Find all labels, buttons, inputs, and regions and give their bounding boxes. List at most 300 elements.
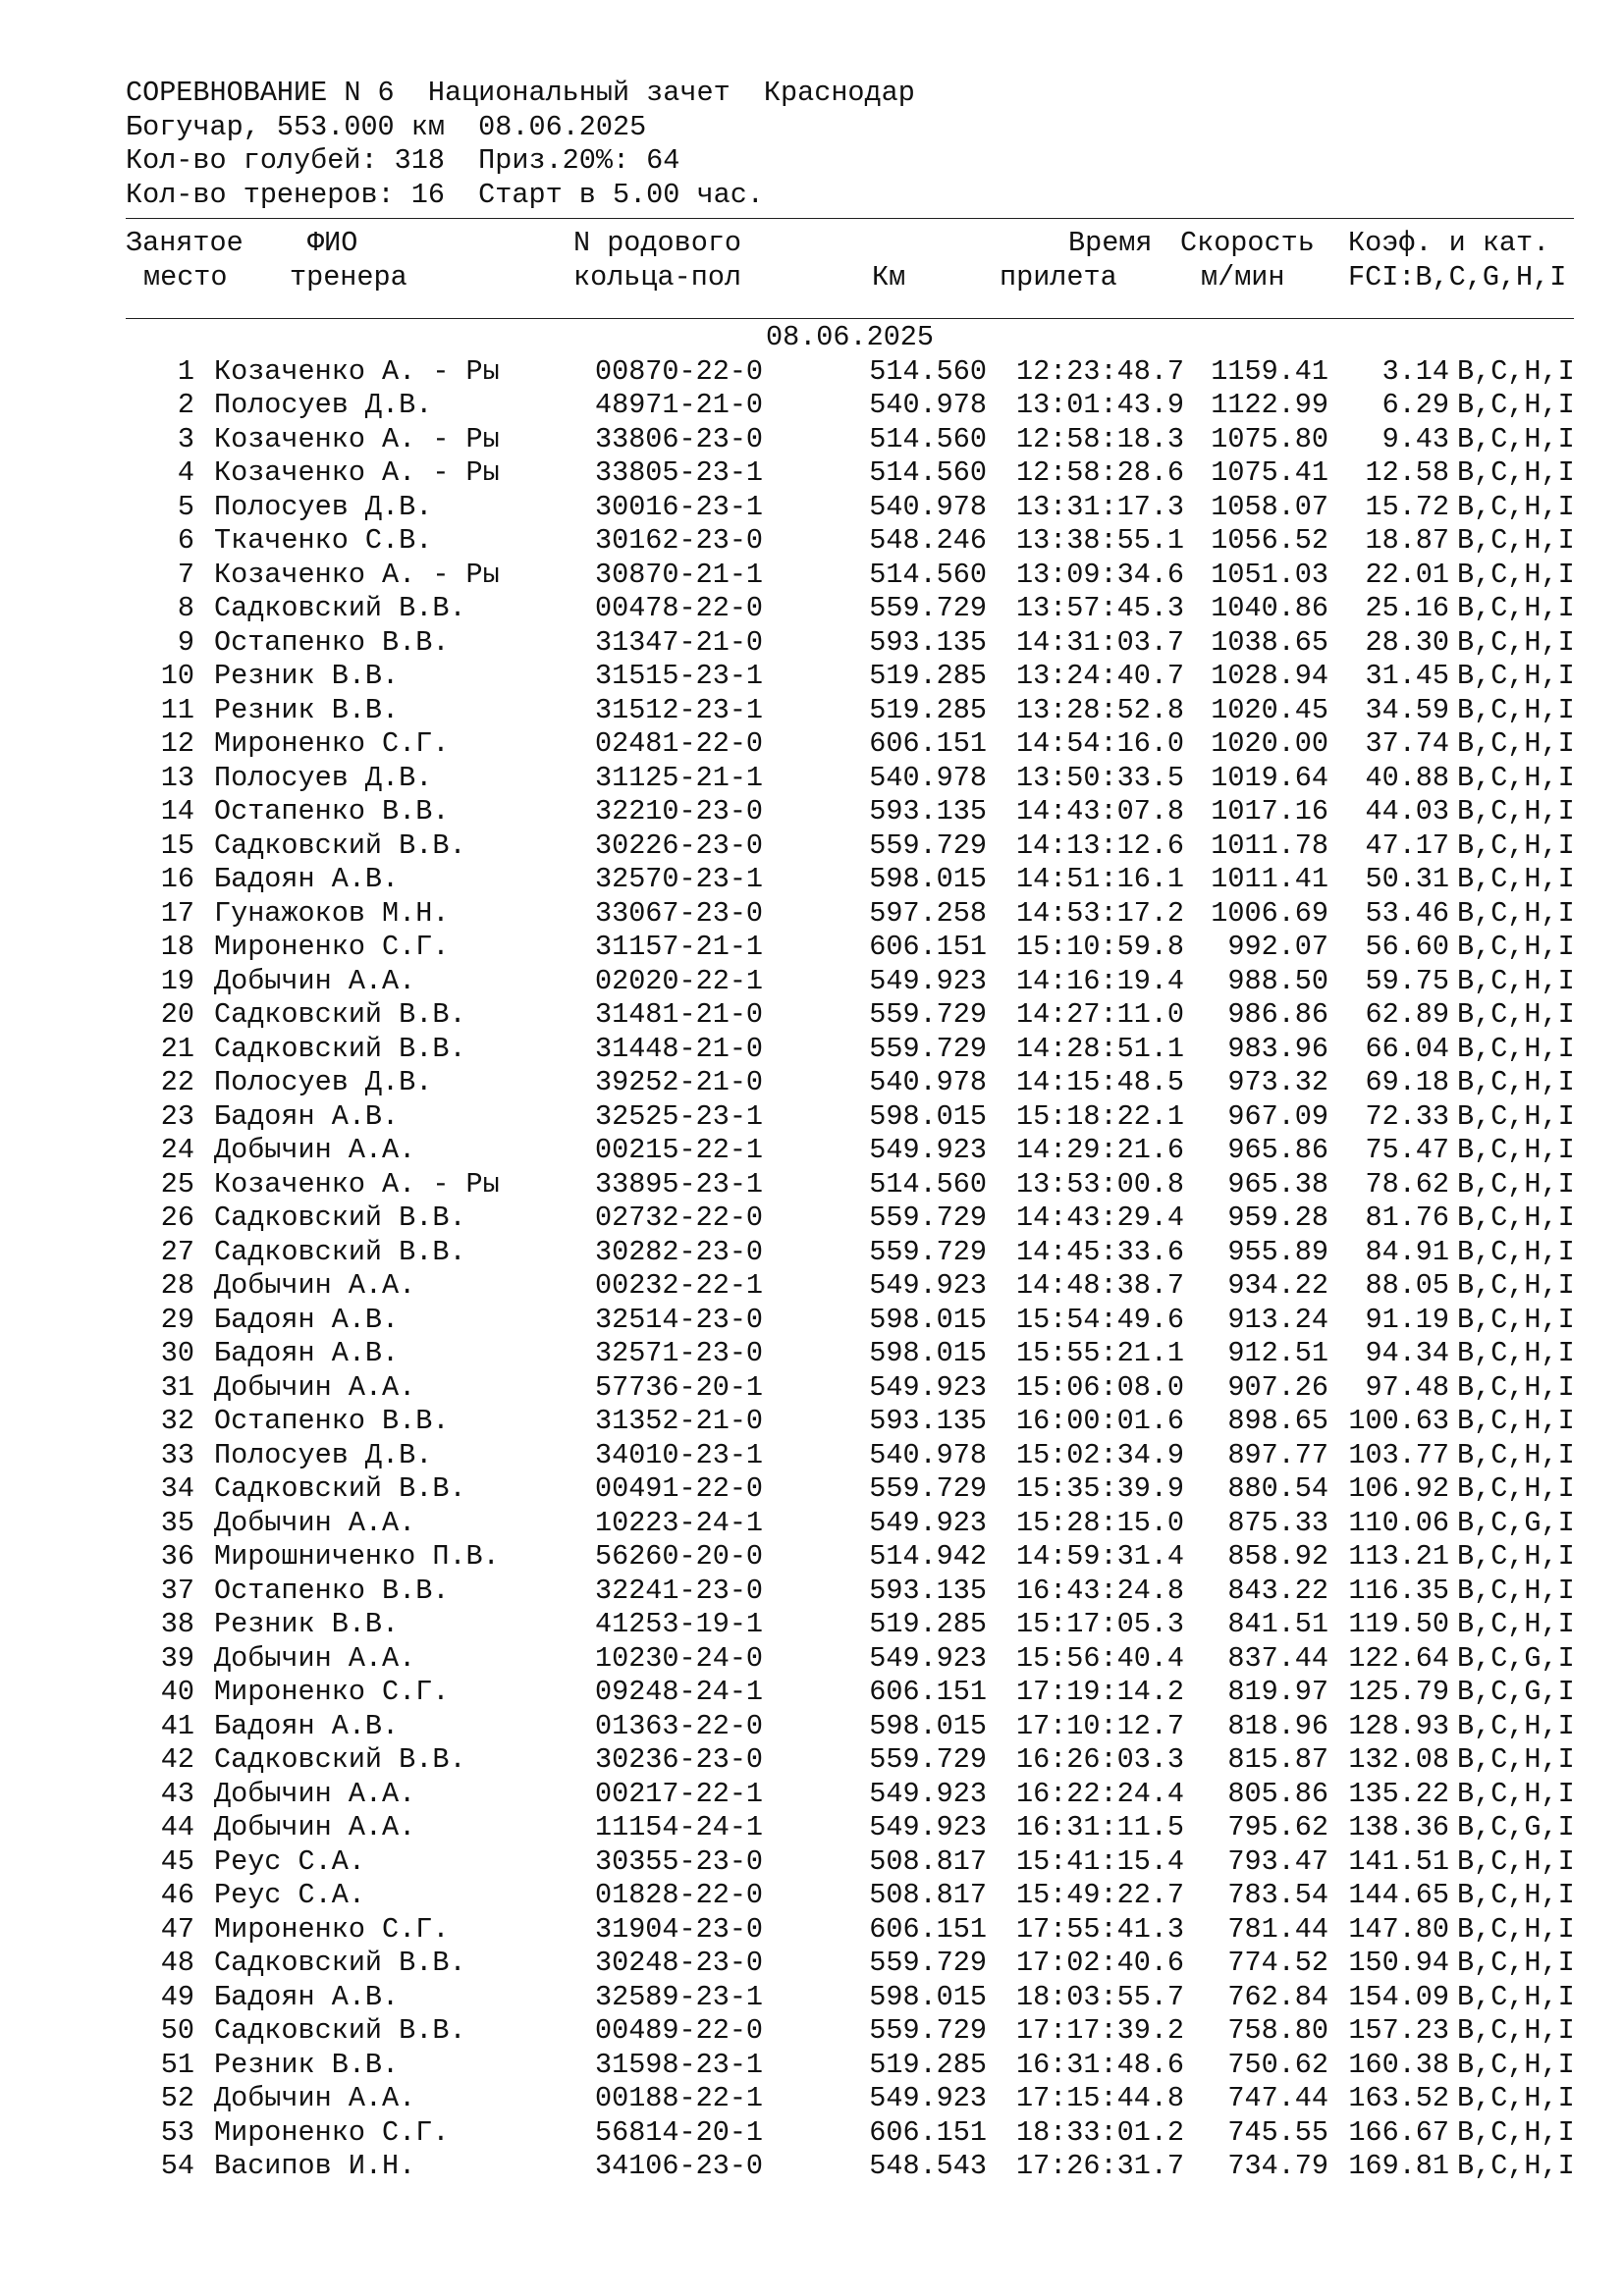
results-document — [126, 77, 1579, 2184]
place: 6 — [177, 524, 194, 557]
place: 5 — [177, 490, 194, 523]
speed: 815.87 — [1227, 1743, 1328, 1776]
fci-coefficient: 56.60 — [1365, 931, 1449, 963]
place: 33 — [160, 1438, 194, 1471]
place: 24 — [160, 1134, 194, 1166]
distance-km: 540.978 — [869, 389, 987, 421]
categories: B,C,H,I — [1457, 524, 1575, 557]
categories: B,C,H,I — [1457, 828, 1575, 862]
distance-km: 606.151 — [869, 1676, 987, 1708]
fci-coefficient: 160.38 — [1348, 2048, 1449, 2081]
distance-km: 598.015 — [869, 1980, 987, 2013]
ring-number: 31904-23-0 — [595, 1912, 764, 1946]
place: 14 — [160, 795, 194, 828]
trainer-name: Мироненко С.Г. — [214, 2115, 450, 2149]
ring-number: 31481-21-0 — [595, 998, 764, 1031]
categories: B,C,H,I — [1457, 592, 1575, 624]
release-point-info: Богучар, 553.000 км 08.06.2025 — [126, 110, 647, 143]
speed: 734.79 — [1227, 2150, 1328, 2182]
arrival-time: 15:06:08.0 — [1015, 1370, 1184, 1404]
categories: B,C,H,I — [1457, 456, 1575, 489]
categories: B,C,H,I — [1457, 1201, 1575, 1234]
fci-coefficient: 6.29 — [1381, 389, 1449, 421]
arrival-time: 16:26:03.3 — [1015, 1743, 1184, 1776]
distance-km: 549.923 — [869, 1641, 987, 1675]
table-row — [126, 1710, 1579, 1744]
col-coef-sublabel: FCI:B,C,G,H,I — [1348, 260, 1567, 294]
place: 13 — [160, 761, 194, 794]
arrival-time: 16:00:01.6 — [1015, 1405, 1184, 1437]
ring-number: 30355-23-0 — [595, 1844, 764, 1878]
ring-number: 39252-21-0 — [595, 1066, 764, 1098]
distance-km: 606.151 — [869, 1912, 987, 1946]
arrival-time: 18:33:01.2 — [1015, 2115, 1184, 2149]
trainer-name: Добычин А.А. — [214, 1777, 416, 1810]
trainer-name: Полосуев Д.В. — [214, 1438, 433, 1471]
speed: 912.51 — [1227, 1337, 1328, 1369]
categories: B,C,H,I — [1457, 998, 1575, 1031]
table-row — [126, 660, 1579, 694]
distance-km: 514.560 — [869, 354, 987, 388]
categories: B,C,H,I — [1457, 1912, 1575, 1946]
race-date: 08.06.2025 — [765, 321, 935, 353]
fci-coefficient: 22.01 — [1365, 558, 1449, 591]
table-row — [126, 1439, 1579, 1473]
trainer-name: Остапенко В.В. — [214, 1405, 450, 1437]
trainer-name: Мироненко С.Г. — [214, 1912, 450, 1946]
table-row — [126, 1845, 1579, 1880]
ring-number: 02732-22-0 — [595, 1201, 764, 1234]
trainer-name: Добычин А.А. — [214, 1134, 416, 1166]
fci-coefficient: 78.62 — [1365, 1167, 1449, 1201]
trainer-name: Полосуев Д.В. — [214, 490, 433, 523]
col-time-label: Время — [1068, 227, 1153, 259]
ring-number: 32210-23-0 — [595, 795, 764, 828]
table-row — [126, 1811, 1579, 1845]
place: 31 — [160, 1370, 194, 1404]
place: 25 — [160, 1167, 194, 1201]
col-ring-sublabel: кольца-пол — [573, 260, 742, 294]
trainer-name: Добычин А.А. — [214, 1506, 416, 1539]
speed: 1056.52 — [1211, 524, 1328, 557]
trainer-name: Полосуев Д.В. — [214, 389, 433, 421]
speed: 747.44 — [1227, 2082, 1328, 2114]
trainer-name: Резник В.В. — [214, 2048, 400, 2081]
ring-number: 56260-20-0 — [595, 1540, 764, 1573]
fci-coefficient: 81.76 — [1365, 1201, 1449, 1234]
table-row — [126, 1743, 1579, 1778]
ring-number: 30870-21-1 — [595, 558, 764, 591]
ring-number: 30162-23-0 — [595, 524, 764, 557]
ring-number: 32589-23-1 — [595, 1980, 764, 2013]
place: 48 — [160, 1947, 194, 1979]
table-row — [126, 965, 1579, 999]
distance-km: 540.978 — [869, 761, 987, 794]
arrival-time: 14:43:07.8 — [1015, 795, 1184, 828]
speed: 795.62 — [1227, 1811, 1328, 1843]
table-row — [126, 1472, 1579, 1507]
distance-km: 549.923 — [869, 1370, 987, 1404]
arrival-time: 14:51:16.1 — [1015, 863, 1184, 895]
distance-km: 549.923 — [869, 2082, 987, 2114]
fci-coefficient: 72.33 — [1365, 1099, 1449, 1133]
categories: B,C,H,I — [1457, 1134, 1575, 1166]
ring-number: 32570-23-1 — [595, 863, 764, 895]
place: 22 — [160, 1066, 194, 1098]
categories: B,C,H,I — [1457, 1540, 1575, 1573]
speed: 897.77 — [1227, 1438, 1328, 1471]
categories: B,C,H,I — [1457, 1269, 1575, 1302]
distance-km: 540.978 — [869, 1438, 987, 1471]
arrival-time: 17:10:12.7 — [1015, 1709, 1184, 1742]
table-row — [126, 897, 1579, 932]
place: 32 — [160, 1405, 194, 1437]
fci-coefficient: 154.09 — [1348, 1980, 1449, 2013]
table-row — [126, 762, 1579, 796]
arrival-time: 16:31:48.6 — [1015, 2048, 1184, 2081]
categories: B,C,H,I — [1457, 1709, 1575, 1742]
arrival-time: 14:28:51.1 — [1015, 1032, 1184, 1065]
trainer-name: Садковский В.В. — [214, 592, 466, 624]
table-row — [126, 1371, 1579, 1406]
speed: 988.50 — [1227, 964, 1328, 997]
trainer-name: Резник В.В. — [214, 1608, 400, 1640]
trainer-name: Полосуев Д.В. — [214, 1066, 433, 1098]
speed: 1020.45 — [1211, 693, 1328, 726]
trainer-name: Козаченко А. - Ры — [214, 456, 500, 489]
fci-coefficient: 84.91 — [1365, 1235, 1449, 1268]
distance-km: 514.942 — [869, 1540, 987, 1573]
competition-title: СОРЕВНОВАНИЕ N 6 Национальный зачет Краснодар — [126, 77, 915, 109]
ring-number: 33895-23-1 — [595, 1167, 764, 1201]
ring-number: 32571-23-0 — [595, 1337, 764, 1369]
fci-coefficient: 53.46 — [1365, 896, 1449, 930]
trainer-name: Мироненко С.Г. — [214, 727, 450, 760]
fci-coefficient: 50.31 — [1365, 863, 1449, 895]
distance-km: 559.729 — [869, 828, 987, 862]
fci-coefficient: 25.16 — [1365, 592, 1449, 624]
place: 42 — [160, 1743, 194, 1776]
distance-km: 519.285 — [869, 1608, 987, 1640]
table-row — [126, 1879, 1579, 1913]
distance-km: 514.560 — [869, 422, 987, 455]
table-row — [126, 1575, 1579, 1609]
arrival-time: 13:53:00.8 — [1015, 1167, 1184, 1201]
ring-number: 31515-23-1 — [595, 660, 764, 692]
ring-number: 48971-21-0 — [595, 389, 764, 421]
col-ring-label: N родового — [573, 227, 742, 259]
place: 43 — [160, 1777, 194, 1810]
arrival-time: 17:55:41.3 — [1015, 1912, 1184, 1946]
arrival-time: 13:28:52.8 — [1015, 693, 1184, 726]
speed: 1011.41 — [1211, 863, 1328, 895]
place: 34 — [160, 1472, 194, 1505]
table-row — [126, 1100, 1579, 1135]
fci-coefficient: 122.64 — [1348, 1641, 1449, 1675]
distance-km: 548.543 — [869, 2150, 987, 2182]
table-row — [126, 2082, 1579, 2116]
categories: B,C,H,I — [1457, 1066, 1575, 1098]
ring-number: 00215-22-1 — [595, 1134, 764, 1166]
table-row — [126, 2014, 1579, 2049]
ring-number: 00188-22-1 — [595, 2082, 764, 2114]
fci-coefficient: 166.67 — [1348, 2115, 1449, 2149]
categories: B,C,H,I — [1457, 1032, 1575, 1065]
speed: 907.26 — [1227, 1370, 1328, 1404]
categories: B,C,H,I — [1457, 1844, 1575, 1878]
fci-coefficient: 12.58 — [1365, 456, 1449, 489]
categories: B,C,H,I — [1457, 490, 1575, 523]
distance-km: 598.015 — [869, 1303, 987, 1336]
distance-km: 549.923 — [869, 1269, 987, 1302]
table-row — [126, 592, 1579, 626]
categories: B,C,H,I — [1457, 354, 1575, 388]
fci-coefficient: 66.04 — [1365, 1032, 1449, 1065]
distance-km: 540.978 — [869, 490, 987, 523]
ring-number: 30226-23-0 — [595, 828, 764, 862]
categories: B,C,H,I — [1457, 1405, 1575, 1437]
speed: 898.65 — [1227, 1405, 1328, 1437]
trainer-name: Остапенко В.В. — [214, 1574, 450, 1607]
categories: B,C,H,I — [1457, 727, 1575, 760]
categories: B,C,H,I — [1457, 795, 1575, 828]
ring-number: 32514-23-0 — [595, 1303, 764, 1336]
fci-coefficient: 34.59 — [1365, 693, 1449, 726]
ring-number: 31352-21-0 — [595, 1405, 764, 1437]
distance-km: 606.151 — [869, 727, 987, 760]
distance-km: 559.729 — [869, 1743, 987, 1776]
speed: 955.89 — [1227, 1235, 1328, 1268]
place: 30 — [160, 1337, 194, 1369]
speed: 1006.69 — [1211, 896, 1328, 930]
table-row — [126, 2116, 1579, 2151]
ring-number: 00478-22-0 — [595, 592, 764, 624]
fci-coefficient: 135.22 — [1348, 1777, 1449, 1810]
place: 46 — [160, 1879, 194, 1911]
speed: 781.44 — [1227, 1912, 1328, 1946]
table-row — [126, 1337, 1579, 1371]
place: 50 — [160, 2014, 194, 2047]
fci-coefficient: 62.89 — [1365, 998, 1449, 1031]
fci-coefficient: 94.34 — [1365, 1337, 1449, 1369]
fci-coefficient: 44.03 — [1365, 795, 1449, 828]
trainer-count-info: Кол-во тренеров: 16 Старт в 5.00 час. — [126, 178, 764, 211]
distance-km: 559.729 — [869, 592, 987, 624]
speed: 819.97 — [1227, 1676, 1328, 1708]
categories: B,C,H,I — [1457, 389, 1575, 421]
distance-km: 598.015 — [869, 863, 987, 895]
col-name-sublabel: тренера — [290, 260, 407, 294]
arrival-time: 12:23:48.7 — [1015, 354, 1184, 388]
trainer-name: Добычин А.А. — [214, 1370, 416, 1404]
ring-number: 34010-23-1 — [595, 1438, 764, 1471]
distance-km: 508.817 — [869, 1879, 987, 1911]
place: 27 — [160, 1235, 194, 1268]
categories: B,C,H,I — [1457, 693, 1575, 726]
ring-number: 00489-22-0 — [595, 2014, 764, 2047]
col-name-label: ФИО — [307, 227, 358, 259]
ring-number: 30282-23-0 — [595, 1235, 764, 1268]
fci-coefficient: 169.81 — [1348, 2150, 1449, 2182]
categories: B,C,H,I — [1457, 1099, 1575, 1133]
table-row — [126, 1540, 1579, 1575]
distance-km: 519.285 — [869, 693, 987, 726]
arrival-time: 15:49:22.7 — [1015, 1879, 1184, 1911]
trainer-name: Добычин А.А. — [214, 964, 416, 997]
trainer-name: Остапенко В.В. — [214, 795, 450, 828]
fci-coefficient: 103.77 — [1348, 1438, 1449, 1471]
speed: 793.47 — [1227, 1844, 1328, 1878]
fci-coefficient: 157.23 — [1348, 2014, 1449, 2047]
table-row — [126, 931, 1579, 965]
place: 19 — [160, 964, 194, 997]
speed: 1040.86 — [1211, 592, 1328, 624]
fci-coefficient: 69.18 — [1365, 1066, 1449, 1098]
fci-coefficient: 116.35 — [1348, 1574, 1449, 1607]
categories: B,C,G,I — [1457, 1811, 1575, 1843]
place: 17 — [160, 896, 194, 930]
trainer-name: Козаченко А. - Ры — [214, 422, 500, 455]
arrival-time: 14:27:11.0 — [1015, 998, 1184, 1031]
arrival-time: 15:35:39.9 — [1015, 1472, 1184, 1505]
arrival-time: 15:54:49.6 — [1015, 1303, 1184, 1336]
fci-coefficient: 15.72 — [1365, 490, 1449, 523]
arrival-time: 16:31:11.5 — [1015, 1811, 1184, 1843]
table-row — [126, 1236, 1579, 1270]
trainer-name: Бадоян А.В. — [214, 1099, 400, 1133]
trainer-name: Мироненко С.Г. — [214, 931, 450, 963]
distance-km: 549.923 — [869, 964, 987, 997]
arrival-time: 13:38:55.1 — [1015, 524, 1184, 557]
trainer-name: Полосуев Д.В. — [214, 761, 433, 794]
distance-km: 593.135 — [869, 1574, 987, 1607]
speed: 1017.16 — [1211, 795, 1328, 828]
arrival-time: 17:15:44.8 — [1015, 2082, 1184, 2114]
place: 4 — [177, 456, 194, 489]
speed: 818.96 — [1227, 1709, 1328, 1742]
table-row — [126, 423, 1579, 457]
ring-number: 31125-21-1 — [595, 761, 764, 794]
ring-number: 30236-23-0 — [595, 1743, 764, 1776]
categories: B,C,H,I — [1457, 2014, 1575, 2047]
categories: B,C,H,I — [1457, 2115, 1575, 2149]
fci-coefficient: 37.74 — [1365, 727, 1449, 760]
distance-km: 559.729 — [869, 1201, 987, 1234]
distance-km: 549.923 — [869, 1506, 987, 1539]
categories: B,C,H,I — [1457, 1235, 1575, 1268]
place: 41 — [160, 1709, 194, 1742]
column-header-row-2 — [126, 261, 1579, 295]
trainer-name: Резник В.В. — [214, 693, 400, 726]
fci-coefficient: 144.65 — [1348, 1879, 1449, 1911]
categories: B,C,H,I — [1457, 1574, 1575, 1607]
categories: B,C,H,I — [1457, 1947, 1575, 1979]
trainer-name: Садковский В.В. — [214, 1472, 466, 1505]
place: 39 — [160, 1641, 194, 1675]
distance-km: 514.560 — [869, 1167, 987, 1201]
ring-number: 10230-24-0 — [595, 1641, 764, 1675]
table-row — [126, 355, 1579, 390]
ring-number: 31157-21-1 — [595, 931, 764, 963]
distance-km: 508.817 — [869, 1844, 987, 1878]
place: 36 — [160, 1540, 194, 1573]
categories: B,C,H,I — [1457, 422, 1575, 455]
distance-km: 593.135 — [869, 795, 987, 828]
table-row — [126, 2049, 1579, 2083]
speed: 973.32 — [1227, 1066, 1328, 1098]
table-row — [126, 1947, 1579, 1981]
table-row — [126, 727, 1579, 762]
trainer-name: Садковский В.В. — [214, 1743, 466, 1776]
speed: 1020.00 — [1211, 727, 1328, 760]
table-row — [126, 1134, 1579, 1168]
speed: 965.86 — [1227, 1134, 1328, 1166]
ring-number: 57736-20-1 — [595, 1370, 764, 1404]
arrival-time: 14:45:33.6 — [1015, 1235, 1184, 1268]
trainer-name: Козаченко А. - Ры — [214, 354, 500, 388]
categories: B,C,G,I — [1457, 1506, 1575, 1539]
place: 11 — [160, 693, 194, 726]
trainer-name: Реус С.А. — [214, 1844, 365, 1878]
distance-km: 559.729 — [869, 1472, 987, 1505]
fci-coefficient: 110.06 — [1348, 1506, 1449, 1539]
fci-coefficient: 132.08 — [1348, 1743, 1449, 1776]
speed: 1075.41 — [1211, 456, 1328, 489]
table-row — [126, 998, 1579, 1033]
speed: 913.24 — [1227, 1303, 1328, 1336]
categories: B,C,H,I — [1457, 1303, 1575, 1336]
distance-km: 598.015 — [869, 1337, 987, 1369]
place: 52 — [160, 2082, 194, 2114]
fci-coefficient: 163.52 — [1348, 2082, 1449, 2114]
fci-coefficient: 106.92 — [1348, 1472, 1449, 1505]
ring-number: 32241-23-0 — [595, 1574, 764, 1607]
place: 21 — [160, 1032, 194, 1065]
speed: 934.22 — [1227, 1269, 1328, 1302]
arrival-time: 14:31:03.7 — [1015, 625, 1184, 659]
ring-number: 56814-20-1 — [595, 2115, 764, 2149]
speed: 774.52 — [1227, 1947, 1328, 1979]
arrival-time: 14:59:31.4 — [1015, 1540, 1184, 1573]
table-row — [126, 559, 1579, 593]
ring-number: 09248-24-1 — [595, 1676, 764, 1708]
speed: 880.54 — [1227, 1472, 1328, 1505]
place: 29 — [160, 1303, 194, 1336]
categories: B,C,H,I — [1457, 1743, 1575, 1776]
categories: B,C,G,I — [1457, 1676, 1575, 1708]
trainer-name: Реус С.А. — [214, 1879, 365, 1911]
arrival-time: 15:28:15.0 — [1015, 1506, 1184, 1539]
trainer-name: Садковский В.В. — [214, 1032, 466, 1065]
place: 3 — [177, 422, 194, 455]
categories: B,C,H,I — [1457, 863, 1575, 895]
table-row — [126, 863, 1579, 897]
place: 15 — [160, 828, 194, 862]
trainer-name: Садковский В.В. — [214, 1235, 466, 1268]
col-place-sublabel: место — [143, 260, 228, 294]
categories: B,C,H,I — [1457, 2082, 1575, 2114]
trainer-name: Мирошниченко П.В. — [214, 1540, 500, 1573]
speed: 1058.07 — [1211, 490, 1328, 523]
table-row — [126, 491, 1579, 525]
place: 54 — [160, 2150, 194, 2182]
arrival-time: 15:55:21.1 — [1015, 1337, 1184, 1369]
arrival-time: 13:31:17.3 — [1015, 490, 1184, 523]
table-row — [126, 1676, 1579, 1710]
speed: 1028.94 — [1211, 660, 1328, 692]
table-row — [126, 1269, 1579, 1304]
place: 10 — [160, 660, 194, 692]
